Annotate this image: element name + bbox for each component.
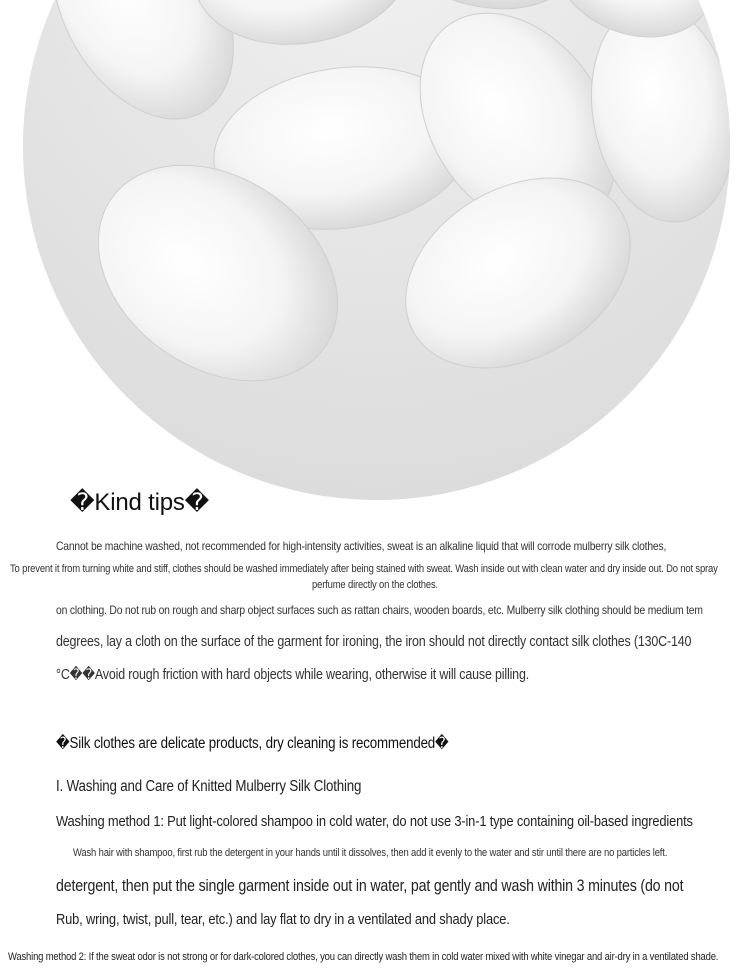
tip-line-4: on clothing. Do not rub on rough and sharp object surfaces such as rattan chairs, wooden boards, etc. Mulberry silk clothing should be medium tem — [56, 603, 703, 617]
washing-method-2: Washing method 2: If the sweat odor is not strong or for dark-colored clothes, you can directly wash them in cold water mixed with white vinegar and air-dry in a ventilated shade. — [8, 951, 719, 963]
washing-method-1-continued: detergent, then put the single garment inside out in water, pat gently and wash within 3 minutes (do not — [56, 877, 684, 895]
knitted-silk-subheading: I. Washing and Care of Knitted Mulberry Silk Clothing — [56, 778, 362, 795]
washing-method-1-continued-2: Rub, wring, twist, pull, tear, etc.) and lay flat to dry in a ventilated and shady place. — [56, 911, 510, 928]
dry-cleaning-heading: �Silk clothes are delicate products, dry cleaning is recommended� — [56, 735, 449, 752]
tip-line-5: degrees, lay a cloth on the surface of the garment for ironing, the iron should not directly contact silk clothes (130C-140 — [56, 634, 692, 650]
silk-cocoons-photo — [23, 0, 730, 500]
washing-method-1: Washing method 1: Put light-colored shampoo in cold water, do not use 3-in-1 type containing oil-based ingredients — [56, 813, 693, 830]
tip-line-1: Cannot be machine washed, not recommended for high-intensity activities, sweat is an alkaline liquid that will corrode mulberry silk clothes, — [56, 539, 667, 553]
tip-line-2: To prevent it from turning white and stiff, clothes should be washed immediately after being stained with sweat. Wash inside out with clean water and dry inside out. Do not spray — [10, 563, 718, 575]
tip-line-6: °C��Avoid rough friction with hard objects while wearing, otherwise it will cause pilling. — [56, 667, 529, 683]
cocoons-illustration — [23, 0, 730, 500]
kind-tips-title: �Kind tips� — [70, 489, 210, 516]
tip-line-3: perfume directly on the clothes. — [312, 579, 438, 591]
washing-method-1-note: Wash hair with shampoo, first rub the detergent in your hands until it dissolves, then add it evenly to the water and stir until there are no particles left. — [73, 847, 668, 859]
